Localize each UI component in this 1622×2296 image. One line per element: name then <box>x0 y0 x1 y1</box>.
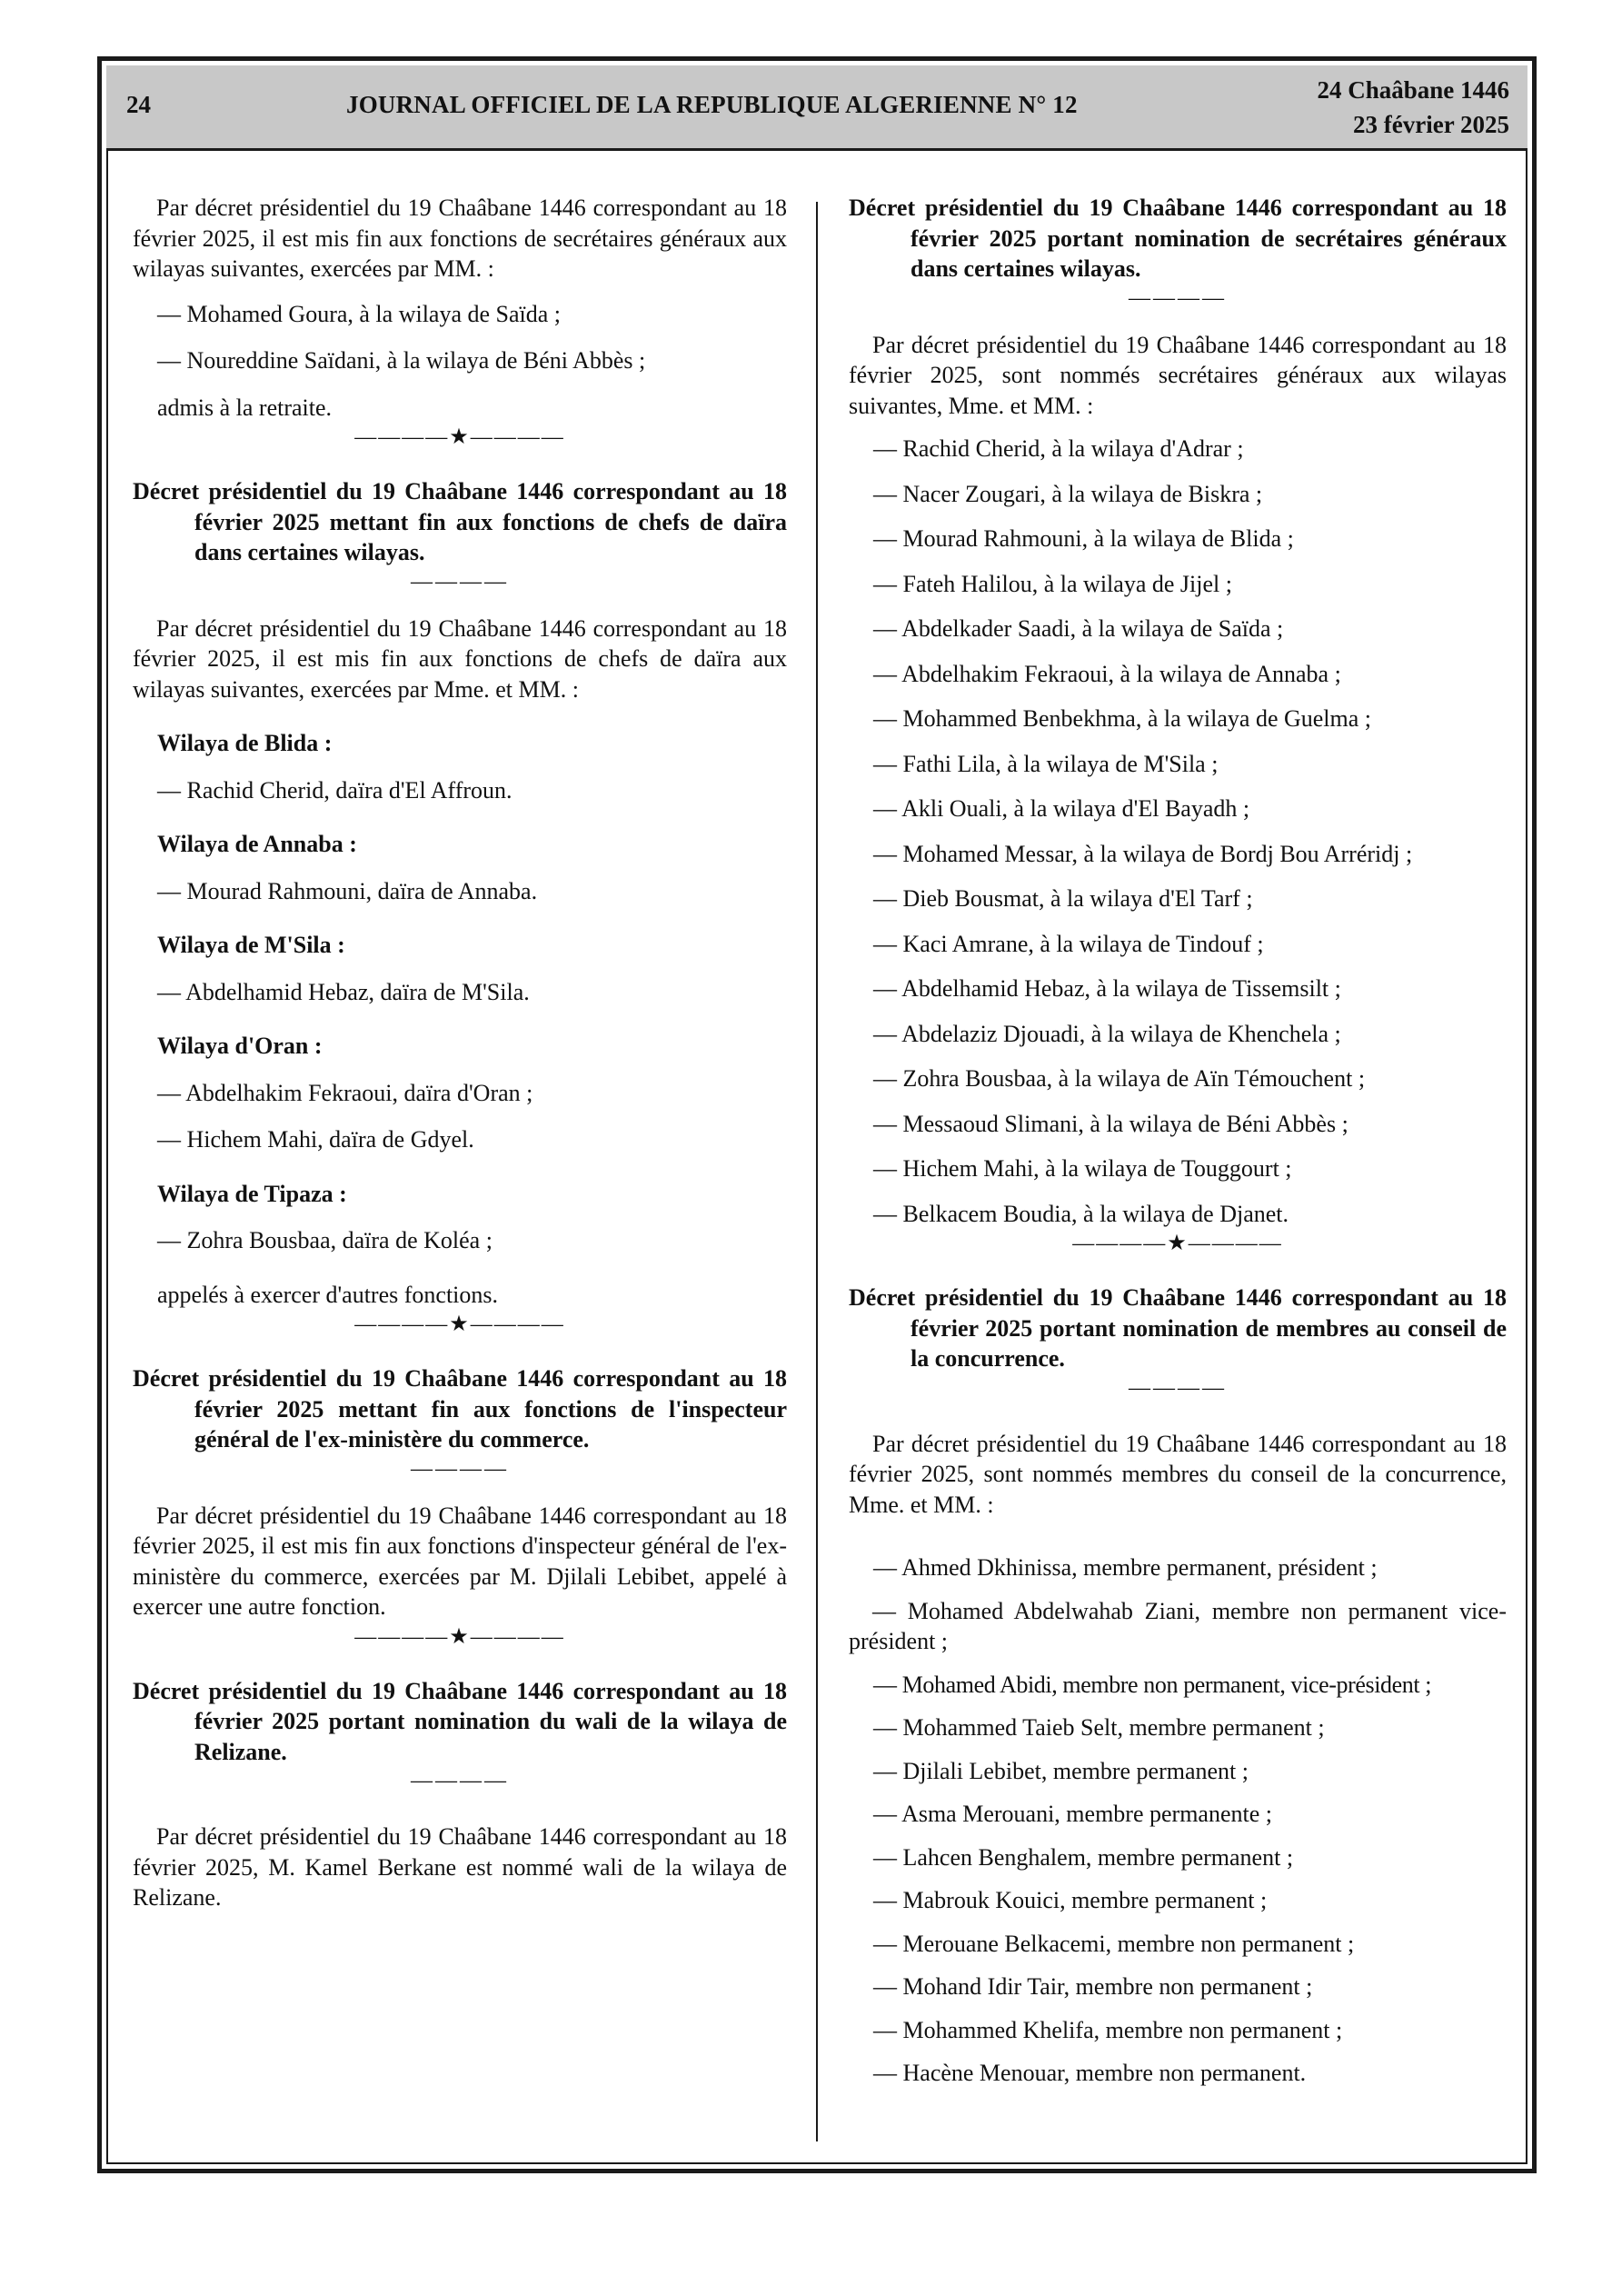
journal-title: JOURNAL OFFICIEL DE LA REPUBLIQUE ALGERIENNE N° 12 <box>346 91 1078 118</box>
decree-body: Par décret présidentiel du 19 Chaâbane 1446 correspondant au 18 février 2025, il est mis fin aux fonctions de chefs de daïra aux wilayas suivantes, exercées par Mme. et MM. : <box>133 614 787 703</box>
intro-paragraph: Par décret présidentiel du 19 Chaâbane 1446 correspondant au 18 février 2025, il est mis fin aux fonctions de secrétaires généraux aux wilayas suivantes, exercées par MM. : <box>133 195 787 282</box>
list-item: — Abdelhamid Hebaz, daïra de M'Sila. <box>157 978 530 1005</box>
issue-date <box>1317 73 1509 142</box>
list-item: — Akli Ouali, à la wilaya d'El Bayadh ; <box>873 795 1250 822</box>
gregorian-date: 23 février 2025 <box>1353 111 1509 138</box>
list-item: — Mohand Idir Tair, membre non permanent ; <box>873 1973 1313 2000</box>
list-item: — Hacène Menouar, membre non permanent. <box>873 2060 1307 2086</box>
decree-title: Décret présidentiel du 19 Chaâbane 1446 correspondant au 18 février 2025 portant nomination de secrétaires généraux dans certaines wilayas. <box>849 195 1507 282</box>
wilaya-heading: Wilaya de M'Sila : <box>157 932 345 958</box>
secretaries-list <box>849 434 1507 1229</box>
decree-body: Par décret présidentiel du 19 Chaâbane 1446 correspondant au 18 février 2025, il est mis fin aux fonctions d'inspecteur général de l'ex-ministère du commerce, exercées par M. Djilali Lebibet, appelé à exercer une autre fonction. <box>133 1502 787 1620</box>
page-number: 24 <box>126 91 151 118</box>
journal-header <box>106 65 1527 151</box>
decree-title: Décret présidentiel du 19 Chaâbane 1446 correspondant au 18 février 2025 portant nomination du wali de la wilaya de Relizane. <box>133 1677 787 1765</box>
list-item: — Noureddine Saïdani, à la wilaya de Béni Abbès ; <box>157 347 646 374</box>
closing-text: admis à la retraite. <box>157 394 333 421</box>
list-item: — Abdelkader Saadi, à la wilaya de Saïda ; <box>873 615 1284 642</box>
wilaya-heading: Wilaya d'Oran : <box>157 1033 323 1059</box>
list-item: — Djilali Lebibet, membre permanent ; <box>873 1757 1249 1784</box>
list-item: — Kaci Amrane, à la wilaya de Tindouf ; <box>873 930 1264 957</box>
list-item: — Rachid Cherid, daïra d'El Affroun. <box>157 776 512 804</box>
star-separator: ————★———— <box>354 1313 565 1336</box>
list-item: — Asma Merouani, membre permanente ; <box>873 1801 1272 1827</box>
list-item: — Mohamed Goura, à la wilaya de Saïda ; <box>157 300 562 327</box>
short-separator: ———— <box>411 1769 509 1792</box>
list-item: — Abdelhakim Fekraoui, à la wilaya de Annaba ; <box>873 660 1341 687</box>
list-item: — Hichem Mahi, à la wilaya de Touggourt ; <box>873 1155 1292 1182</box>
wilaya-heading: Wilaya de Annaba : <box>157 831 357 857</box>
list-item: — Mohamed Abidi, membre non permanent, vice-président ; <box>873 1671 1432 1698</box>
short-separator: ———— <box>411 569 509 594</box>
list-item: — Zohra Bousbaa, à la wilaya de Aïn Témouchent ; <box>873 1065 1366 1092</box>
list-item: — Abdelhamid Hebaz, à la wilaya de Tissemsilt ; <box>873 975 1341 1002</box>
list-item: — Mohamed Abdelwahab Ziani, membre non permanent vice-président ; <box>849 1597 1507 1654</box>
list-item: — Hichem Mahi, daïra de Gdyel. <box>157 1126 474 1153</box>
column-divider <box>816 202 818 2141</box>
closing-text: appelés à exercer d'autres fonctions. <box>157 1281 499 1308</box>
list-item: — Belkacem Boudia, à la wilaya de Djanet. <box>873 1200 1289 1227</box>
list-item: — Fathi Lila, à la wilaya de M'Sila ; <box>873 750 1219 777</box>
short-separator: ———— <box>1129 1375 1227 1400</box>
star-separator: ————★———— <box>354 425 565 449</box>
list-item: — Mourad Rahmouni, à la wilaya de Blida ; <box>873 525 1294 552</box>
list-item: — Abdelhakim Fekraoui, daïra d'Oran ; <box>157 1079 533 1106</box>
list-item: — Mohamed Messar, à la wilaya de Bordj Bou Arréridj ; <box>873 840 1413 867</box>
list-item: — Nacer Zougari, à la wilaya de Biskra ; <box>873 480 1263 507</box>
short-separator: ———— <box>411 1456 509 1481</box>
short-separator: ———— <box>1129 285 1227 310</box>
list-item: — Ahmed Dkhinissa, membre permanent, président ; <box>873 1554 1378 1581</box>
decree-title: Décret présidentiel du 19 Chaâbane 1446 correspondant au 18 février 2025 portant nomination de membres au conseil de la concurrence. <box>849 1284 1507 1372</box>
wilaya-heading: Wilaya de Tipaza : <box>157 1180 347 1207</box>
list-item: — Merouane Belkacemi, membre non permanent ; <box>873 1930 1355 1957</box>
list-item: — Fateh Halilou, à la wilaya de Jijel ; <box>873 570 1232 597</box>
star-separator: ————★———— <box>1072 1232 1283 1255</box>
list-item: — Messaoud Slimani, à la wilaya de Béni Abbès ; <box>873 1110 1348 1137</box>
wilaya-heading: Wilaya de Blida : <box>157 730 333 756</box>
list-item: — Mohammed Khelifa, membre non permanent ; <box>873 2016 1343 2043</box>
list-item: — Mabrouk Kouici, membre permanent ; <box>873 1887 1268 1913</box>
list-item: — Abdelaziz Djouadi, à la wilaya de Khenchela ; <box>873 1020 1341 1047</box>
list-item: — Zohra Bousbaa, daïra de Koléa ; <box>157 1227 493 1253</box>
decree-body: Par décret présidentiel du 19 Chaâbane 1446 correspondant au 18 février 2025, sont nommés secrétaires généraux aux wilayas suivantes, Mme. et MM. : <box>849 331 1507 419</box>
right-column <box>849 193 1507 2089</box>
hijri-date: 24 Chaâbane 1446 <box>1317 76 1509 104</box>
decree-title: Décret présidentiel du 19 Chaâbane 1446 correspondant au 18 février 2025 mettant fin aux fonctions de chefs de daïra dans certaines wilayas. <box>133 478 787 565</box>
decree-body: Par décret présidentiel du 19 Chaâbane 1446 correspondant au 18 février 2025, sont nommés membres du conseil de la concurrence, Mme. et MM. : <box>849 1430 1507 1518</box>
list-item: — Mourad Rahmouni, daïra de Annaba. <box>157 877 538 904</box>
decree-title: Décret présidentiel du 19 Chaâbane 1446 correspondant au 18 février 2025 mettant fin aux fonctions de l'inspecteur général de l'ex-ministère du commerce. <box>133 1365 787 1452</box>
decree-body: Par décret présidentiel du 19 Chaâbane 1446 correspondant au 18 février 2025, M. Kamel Berkane est nommé wali de la wilaya de Relizane. <box>133 1823 787 1911</box>
list-item: — Mohammed Benbekhma, à la wilaya de Guelma ; <box>873 705 1372 732</box>
list-item: — Rachid Cherid, à la wilaya d'Adrar ; <box>873 435 1244 462</box>
star-separator: ————★———— <box>354 1624 565 1649</box>
council-members-list <box>849 1552 1507 2089</box>
list-item: — Lahcen Benghalem, membre permanent ; <box>873 1843 1294 1871</box>
list-item: — Dieb Bousmat, à la wilaya d'El Tarf ; <box>873 885 1253 912</box>
left-column <box>133 193 787 1913</box>
list-item: — Mohammed Taieb Selt, membre permanent ; <box>873 1714 1325 1741</box>
